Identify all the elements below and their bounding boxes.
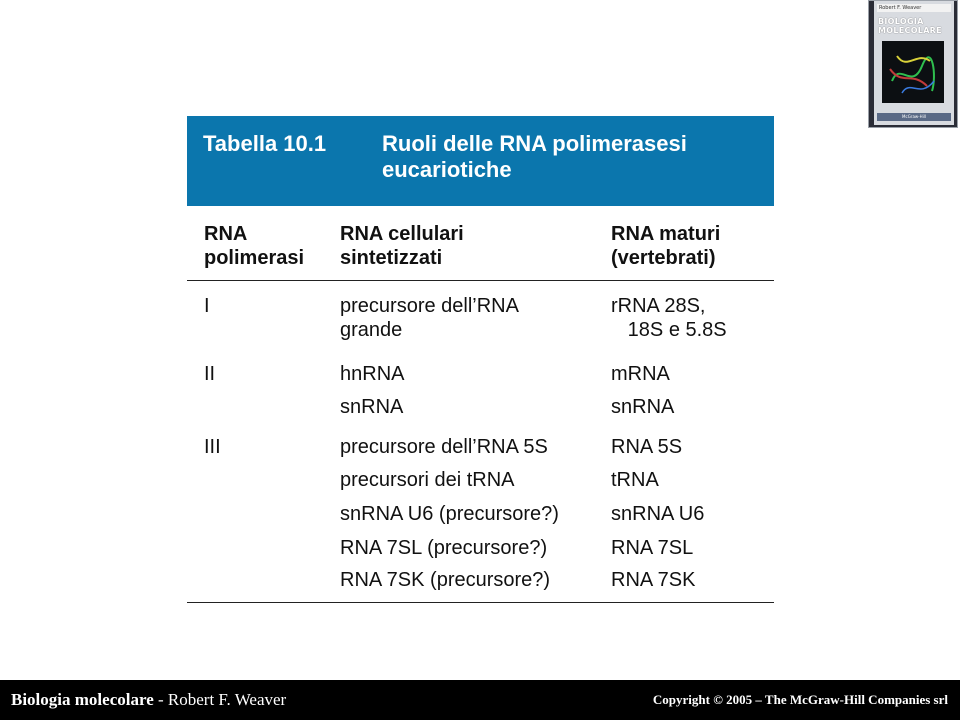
footer-book-credit: [11, 690, 286, 710]
table-number: Tabella 10.1: [203, 131, 327, 156]
footer-book-title: Biologia molecolare: [11, 690, 154, 709]
row-mature-rna: RNA 7SK: [611, 569, 696, 591]
cover-author: Robert F. Weaver: [877, 4, 951, 12]
row-cellular-rna: precursore dell’RNA grande: [340, 295, 519, 341]
row-polymerase: I: [204, 295, 210, 317]
column-header-polymerase: RNA polimerasi: [204, 223, 305, 269]
row-mature-rna: RNA 5S: [611, 436, 683, 458]
footer-copyright: Copyright © 2005 – The McGraw-Hill Companies srl: [652, 692, 948, 707]
row-mature-rna: snRNA U6: [611, 503, 705, 525]
table-header: [187, 116, 774, 206]
row-cellular-rna: hnRNA: [340, 363, 405, 385]
column-header-cellular-rna: RNA cellulari sintetizzati: [340, 223, 464, 269]
row-cellular-rna: RNA 7SL (precursore?): [340, 537, 548, 559]
header-divider: [187, 280, 774, 281]
row-cellular-rna: snRNA U6 (precursore?): [340, 503, 559, 525]
row-cellular-rna: precursori dei tRNA: [340, 469, 515, 491]
row-mature-rna: snRNA: [611, 396, 675, 418]
cover-protein-image: [882, 41, 944, 103]
row-polymerase: II: [204, 363, 216, 385]
cover-publisher: McGraw-Hill: [877, 113, 951, 121]
footer-author: - Robert F. Weaver: [153, 690, 287, 709]
row-cellular-rna: RNA 7SK (precursore?): [340, 569, 551, 591]
row-mature-rna: tRNA: [611, 469, 659, 491]
row-cellular-rna: snRNA: [340, 396, 404, 418]
row-cellular-rna: precursore dell’RNA 5S: [340, 436, 548, 458]
book-cover-thumbnail: [868, 0, 958, 128]
table-title: Ruoli delle RNA polimerasesi eucariotiche: [382, 131, 687, 182]
table-bottom-rule: [187, 602, 774, 603]
cover-face: [874, 1, 954, 125]
row-mature-rna: rRNA 28S, 18S e 5.8S: [611, 295, 727, 341]
row-polymerase: III: [204, 436, 221, 458]
footer-bar: [0, 680, 960, 720]
row-mature-rna: mRNA: [611, 363, 670, 385]
column-header-mature-rna: RNA maturi (vertebrati): [611, 223, 721, 269]
cover-title: BIOLOGIA MOLECOLARE: [878, 17, 942, 35]
row-mature-rna: RNA 7SL: [611, 537, 694, 559]
